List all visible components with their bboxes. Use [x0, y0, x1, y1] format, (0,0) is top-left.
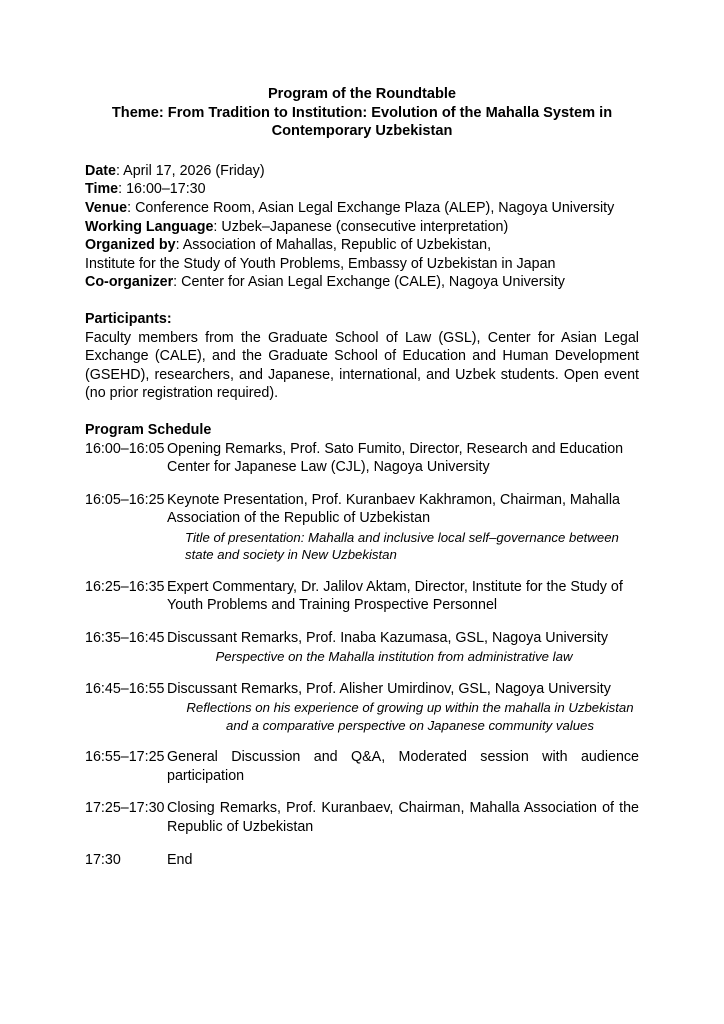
co-organizer-value: : Center for Asian Legal Exchange (CALE), Nagoya University [173, 274, 565, 291]
schedule-entry-time: 16:35–16:45 [85, 629, 165, 646]
schedule-entry-time: 16:55–17:25 [85, 749, 165, 766]
schedule-entry-description: Discussant Remarks, Prof. Alisher Umirdinov, GSL, Nagoya University [167, 680, 611, 697]
participants-block [85, 310, 639, 403]
working-language-label: Working Language [85, 218, 214, 235]
schedule-entry-time: 16:25–16:35 [85, 578, 165, 595]
schedule-entry-time: 16:00–16:05 [85, 440, 165, 457]
schedule-entry-description: General Discussion and Q&A, Moderated session with audience participation [167, 749, 639, 784]
schedule-entry [85, 578, 639, 615]
working-language-value: : Uzbek–Japanese (consecutive interpretation) [213, 218, 509, 235]
schedule-entry-subtitle: Perspective on the Mahalla institution from administrative law [215, 649, 573, 665]
schedule-entry [85, 629, 639, 666]
document-content [85, 85, 639, 869]
time-label: Time [85, 181, 119, 198]
schedule-entry-subtitle: Reflections on his experience of growing up within the mahalla in Uzbekistan and a comparative perspective on Japanese community values [186, 700, 634, 733]
schedule-entry [85, 748, 639, 785]
participants-body: Faculty members from the Graduate School of Law (GSL), Center for Asian Legal Exchange (CALE), and the Graduate School of Education and Human Development (GSEHD), researchers, and Japanese, international, and Uzbek students. Open event (no prior registration required). [85, 329, 639, 402]
schedule-entry-time: 17:30 [85, 851, 121, 868]
schedule-entry-description: Closing Remarks, Prof. Kuranbaev, Chairman, Mahalla Association of the Republic of Uzbekistan [167, 800, 639, 836]
schedule-entry-time: 16:05–16:25 [85, 491, 165, 508]
venue-label: Venue [85, 199, 128, 216]
info-row-language [85, 218, 639, 237]
info-row-venue [85, 199, 639, 218]
schedule-entry-time: 16:45–16:55 [85, 680, 165, 697]
organized-by-label: Organized by [85, 237, 176, 254]
document-theme: Theme: From Tradition to Institution: Evolution of the Mahalla System in Contemporary Uzbekistan [111, 104, 613, 140]
schedule-entry-description: Keynote Presentation, Prof. Kuranbaev Kakhramon, Chairman, Mahalla Association of the Republic of Uzbekistan [167, 491, 620, 527]
schedule-entry [85, 680, 639, 734]
venue-value: : Conference Room, Asian Legal Exchange Plaza (ALEP), Nagoya University [127, 199, 615, 216]
page-title: Program of the Roundtable [267, 86, 457, 102]
schedule-entry-time: 17:25–17:30 [85, 800, 165, 817]
event-info-block [85, 162, 639, 292]
date-label: Date [85, 162, 116, 179]
organized-by-value: : Association of Mahallas, Republic of Uzbekistan, [175, 237, 492, 254]
schedule-entry-description: End [167, 851, 193, 868]
info-row-organizer-continued: Institute for the Study of Youth Problems, Embassy of Uzbekistan in Japan [85, 255, 556, 272]
info-row-coorganizer [85, 273, 639, 292]
schedule-entry [85, 851, 639, 870]
time-value: : 16:00–17:30 [118, 181, 206, 198]
info-row-time [85, 180, 639, 199]
date-value: : April 17, 2026 (Friday) [116, 162, 265, 179]
schedule-entry-description: Opening Remarks, Prof. Sato Fumito, Director, Research and Education Center for Japanese Law (CJL), Nagoya University [167, 440, 624, 476]
schedule-entry-description: Discussant Remarks, Prof. Inaba Kazumasa, GSL, Nagoya University [167, 629, 608, 646]
co-organizer-label: Co-organizer [85, 274, 174, 291]
info-row-date [85, 162, 639, 181]
schedule-entry [85, 799, 639, 836]
document-title-block [85, 85, 639, 141]
schedule-entry-subtitle: Title of presentation: Mahalla and inclusive local self–governance between state and society in New Uzbekistan [185, 529, 619, 563]
schedule-entry [85, 440, 639, 477]
schedule-entry [85, 491, 639, 564]
schedule-entry-description: Expert Commentary, Dr. Jalilov Aktam, Director, Institute for the Study of Youth Problems and Training Prospective Personnel [167, 578, 623, 614]
participants-heading: Participants: [85, 310, 172, 327]
program-schedule-heading: Program Schedule [85, 421, 212, 438]
info-row-organizer [85, 236, 639, 255]
program-schedule-block [85, 421, 639, 869]
